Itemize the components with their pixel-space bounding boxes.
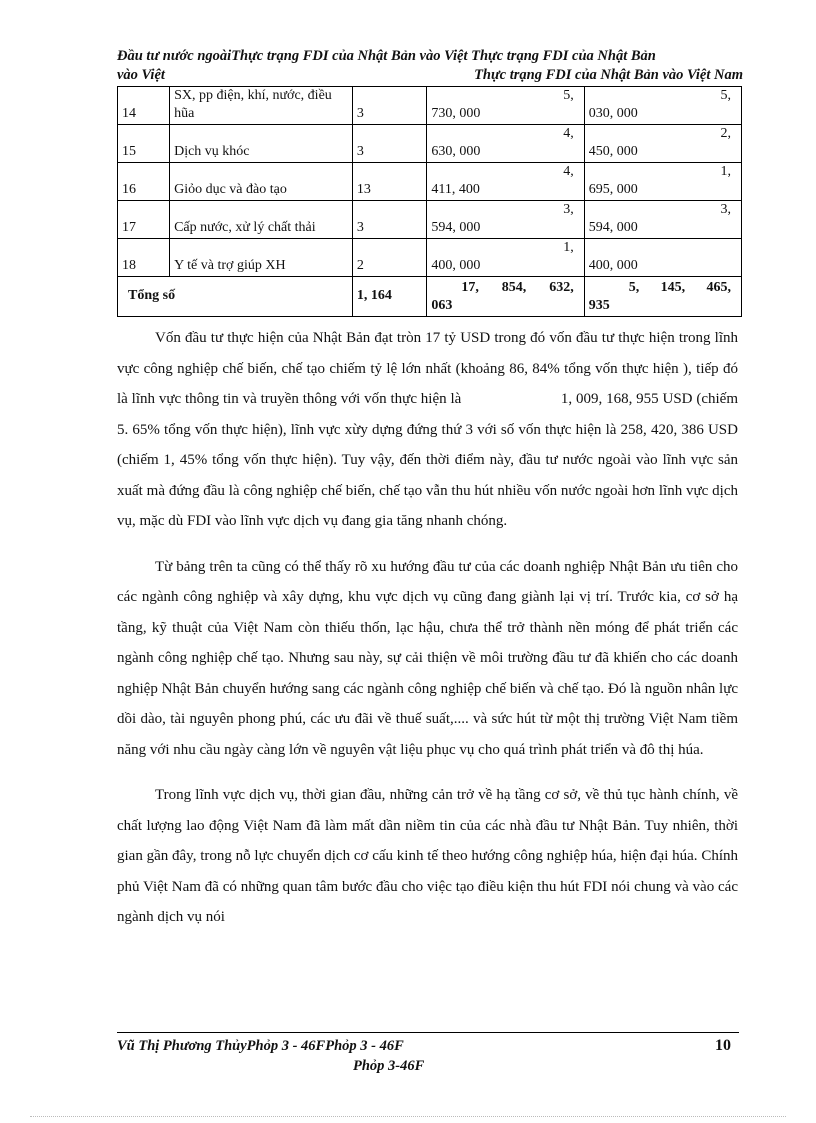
registered-capital-bottom: 730, 000 <box>431 106 481 121</box>
registered-capital-top: 1, <box>563 240 574 255</box>
header-line-2-right: Thực trạng FDI của Nhật Bản vào Việt Nam <box>474 67 743 83</box>
registered-capital <box>427 125 584 163</box>
total-count: 1, 164 <box>352 277 427 317</box>
page-bottom-dotted-line <box>30 1116 786 1117</box>
implemented-capital-top: 1, <box>720 164 731 179</box>
sector-name: Cấp nước, xử lý chất thải <box>170 201 353 239</box>
table-row <box>118 125 742 163</box>
project-count: 2 <box>352 239 427 277</box>
table-row <box>118 163 742 201</box>
paragraph: Trong lĩnh vực dịch vụ, thời gian đầu, những cản trở về hạ tầng cơ sở, về thủ tục hành chính, về chất lượng lao động Việt Nam đã làm mất dần niềm tin của các nhà đầu tư Nhật Bản. Tuy nhiên, thời gian gần đây, trong nỗ lực chuyển dịch cơ cấu kinh tế theo hướng công nghiệp húa, hiện đại húa. Chính phủ Việt Nam đã có những quan tâm bước đầu cho việc tạo điều kiện thu hút FDI nói chung và vào các ngành dịch vụ nói <box>117 787 738 925</box>
total-implemented-capital-bottom: 935 <box>588 298 610 313</box>
row-number: 16 <box>118 163 170 201</box>
registered-capital-bottom: 411, 400 <box>431 182 480 197</box>
paragraph: Từ bảng trên ta cũng có thể thấy rõ xu hướng đầu tư của các doanh nghiệp Nhật Bản ưu tiên cho các ngành công nghiệp và xây dựng, khu vực dịch vụ cũng đang giành lại vị trí. Trước kia, cơ sở hạ tầng, kỹ thuật của Việt Nam còn thiếu thốn, lạc hậu, chưa thể trở thành nền móng để phát triển các ngành công nghiệp chế tạo. Nhưng sau này, sự cải thiện về môi trường đầu tư đã khiến cho các doanh nghiệp Nhật Bản chuyển hướng sang các ngành công nghiệp chế biến và chế tạo. Đó là nguồn nhân lực dồi dào, tài nguyên phong phú, các ưu đãi về thuế suất,.... và sức hút từ một thị trường Việt Nam tiềm năng với nhu cầu ngày càng lớn về nguyên vật liệu phục vụ cho quá trình phát triển và đô thị húa. <box>117 558 738 758</box>
fdi-sector-table <box>117 86 742 317</box>
row-number: 18 <box>118 239 170 277</box>
registered-capital <box>427 163 584 201</box>
paragraph: Vốn đầu tư thực hiện của Nhật Bản đạt tròn 17 tỷ USD trong đó vốn đầu tư thực hiện trong lĩnh vực công nghiệp chế biến, chế tạo chiếm tỷ lệ lớn nhất (khoảng 86, 84% tổng vốn thực hiện ), tiếp đó là lĩnh vực thông tin và truyền thông với vốn thực hiện là 1, 009, 168, 955 USD (chiếm 5. 65% tổng vốn thực hiện), lĩnh vực xừy dựng đứng thứ 3 với số vốn thực hiện là 258, 420, 386 USD (chiếm 1, 45% tổng vốn thực hiện). Tuy vậy, đến thời điểm này, đầu tư nước ngoài vào lĩnh vực sản xuất mà đứng đầu là công nghiệp chế biến, chế tạo vẫn thu hút nhiều vốn nước ngoài hơn lĩnh vực dịch vụ, mặc dù FDI vào lĩnh vực dịch vụ đang gia tăng nhanh chóng. <box>117 330 742 529</box>
total-label: Tổng số <box>118 277 353 317</box>
project-count: 13 <box>352 163 427 201</box>
table-row <box>118 201 742 239</box>
registered-capital-bottom: 400, 000 <box>431 258 481 273</box>
footer-author: Vũ Thị Phương ThủyPhỏp 3 - 46FPhỏp 3 - 46F <box>117 1038 404 1054</box>
registered-capital-top: 4, <box>563 164 574 179</box>
table-row <box>118 87 742 125</box>
implemented-capital-top: 5, <box>720 88 731 103</box>
footer-class: Phỏp 3-46F <box>353 1058 425 1074</box>
registered-capital-top: 3, <box>563 202 574 217</box>
implemented-capital-bottom: 030, 000 <box>588 106 638 121</box>
project-count: 3 <box>352 125 427 163</box>
project-count: 3 <box>352 201 427 239</box>
total-implemented-capital-top: 5, 145, 465, <box>628 280 731 295</box>
registered-capital <box>427 239 584 277</box>
row-number: 14 <box>118 87 170 125</box>
table-total-row <box>118 277 742 317</box>
page-header <box>117 47 743 85</box>
registered-capital-bottom: 594, 000 <box>431 220 481 235</box>
header-line-1: Đầu tư nước ngoàiThực trạng FDI của Nhật Bản vào Việt Thực trạng FDI của Nhật Bản <box>117 48 656 64</box>
sector-name: Dịch vụ khóc <box>170 125 353 163</box>
body-text <box>117 323 742 948</box>
registered-capital-top: 4, <box>563 126 574 141</box>
sector-name: SX, pp điện, khí, nước, điều hũa <box>170 87 353 125</box>
page-number: 10 <box>715 1037 731 1054</box>
registered-capital-top: 5, <box>563 88 574 103</box>
implemented-capital-bottom: 594, 000 <box>588 220 638 235</box>
row-number: 15 <box>118 125 170 163</box>
total-registered-capital-bottom: 063 <box>431 298 453 313</box>
implemented-capital-top: 3, <box>720 202 731 217</box>
table-row <box>118 239 742 277</box>
implemented-capital <box>584 239 741 277</box>
sector-name: Y tế và trợ giúp XH <box>170 239 353 277</box>
project-count: 3 <box>352 87 427 125</box>
implemented-capital <box>584 201 741 239</box>
total-implemented-capital <box>584 277 741 317</box>
page-footer <box>117 1036 739 1076</box>
header-line-2-left: vào Việt <box>117 67 165 83</box>
row-number: 17 <box>118 201 170 239</box>
registered-capital <box>427 87 584 125</box>
implemented-capital-bottom: 400, 000 <box>588 258 638 273</box>
registered-capital-bottom: 630, 000 <box>431 144 481 159</box>
implemented-capital <box>584 125 741 163</box>
implemented-capital <box>584 87 741 125</box>
registered-capital <box>427 201 584 239</box>
sector-name: Giỏo dục và đào tạo <box>170 163 353 201</box>
header-line-2 <box>117 66 743 85</box>
total-registered-capital <box>427 277 584 317</box>
total-registered-capital-top: 17, 854, 632, <box>461 280 574 295</box>
implemented-capital-top: 2, <box>720 126 731 141</box>
implemented-capital <box>584 163 741 201</box>
implemented-capital-bottom: 450, 000 <box>588 144 638 159</box>
footer-divider <box>117 1032 739 1033</box>
implemented-capital-bottom: 695, 000 <box>588 182 638 197</box>
